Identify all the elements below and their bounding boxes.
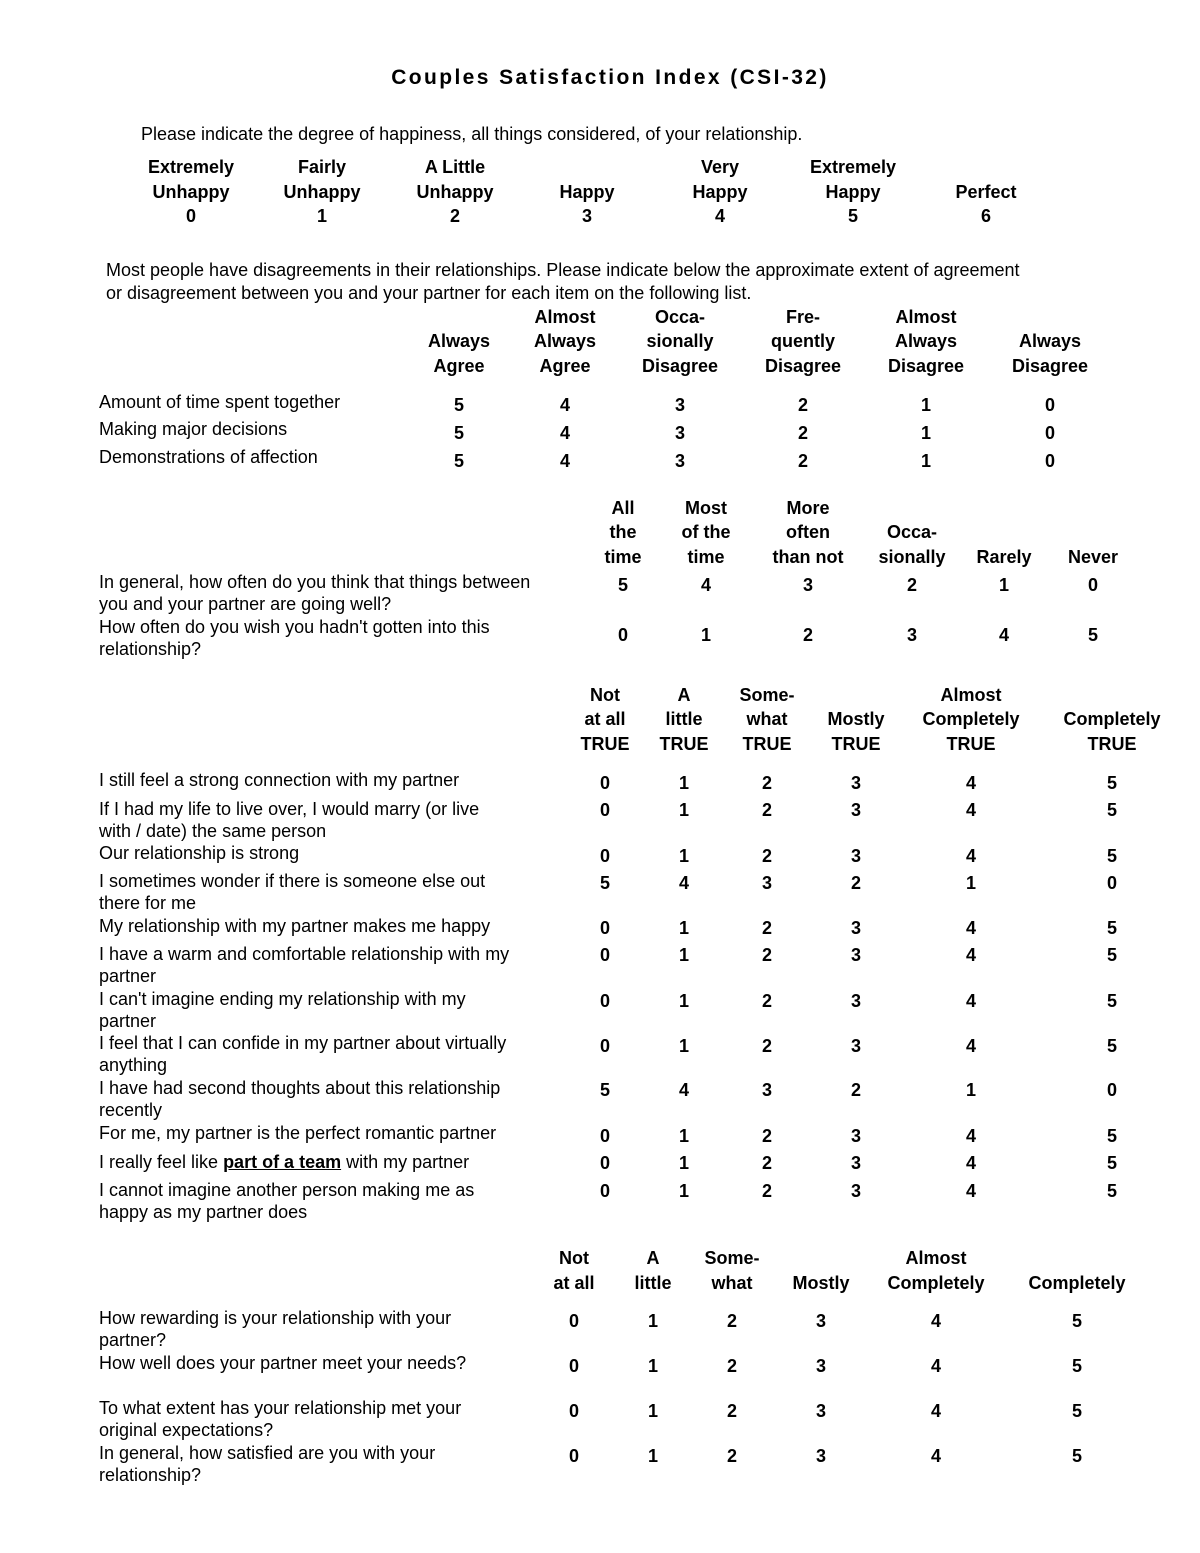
item-label-line: I feel that I can confide in my partner about virtually	[99, 1033, 507, 1053]
frequency-response-option[interactable]: 1	[998, 575, 1010, 595]
truth-response-option[interactable]: 1	[678, 1181, 690, 1201]
truth-item-label	[99, 1032, 506, 1076]
column-header-line: the	[609, 522, 637, 542]
column-header-line: Mostly	[792, 1272, 850, 1293]
truth-item-label	[99, 943, 509, 987]
item-label-line: Our relationship is strong	[99, 843, 300, 863]
truth-response-option[interactable]: 0	[599, 846, 611, 866]
truth-response-option[interactable]: 2	[761, 800, 773, 820]
extent-column-header	[553, 1246, 594, 1295]
item-label-line: you and your partner are going well?	[99, 594, 392, 614]
truth-response-option[interactable]: 1	[678, 1126, 690, 1146]
truth-response-option[interactable]: 2	[761, 1126, 773, 1146]
extent-response-option[interactable]: 4	[930, 1311, 942, 1331]
truth-response-option[interactable]: 3	[850, 991, 862, 1011]
truth-response-option[interactable]: 2	[761, 991, 773, 1011]
extent-column-header	[887, 1246, 984, 1295]
column-header-line: Agree	[433, 355, 485, 376]
item-label-line: relationship?	[99, 639, 202, 659]
item-label-line: How well does your partner meet your needs?	[99, 1353, 467, 1373]
truth-response-option[interactable]: 3	[850, 800, 862, 820]
item-label-line: with / date) the same person	[99, 821, 327, 841]
extent-item-label	[99, 1442, 435, 1486]
item-label-line: I have a warm and comfortable relationship with my	[99, 944, 510, 964]
happiness-option-label: Unhappy	[152, 181, 230, 202]
item-label-text: I really feel like	[99, 1152, 224, 1172]
truth-response-option[interactable]: 3	[761, 1080, 773, 1100]
truth-response-option[interactable]: 2	[761, 846, 773, 866]
column-header-line: A	[677, 684, 691, 705]
column-header-line: Mostly	[827, 709, 885, 729]
column-header-line: Occa-	[886, 522, 938, 542]
item-label-line: In general, how often do you think that things between	[99, 572, 531, 592]
column-header-line: A	[646, 1248, 660, 1268]
truth-response-option[interactable]: 5	[1106, 1036, 1118, 1056]
happiness-option-value: 1	[316, 206, 328, 226]
column-header-line: Almost	[940, 684, 1002, 705]
agreement-column-header	[642, 305, 718, 379]
extent-response-option[interactable]: 5	[1071, 1446, 1083, 1466]
truth-item-label	[99, 798, 479, 842]
agreement-item-label	[99, 418, 287, 440]
frequency-column-header	[604, 496, 641, 570]
agreement-item-label	[99, 391, 340, 413]
item-label-line: I have had second thoughts about this relationship	[99, 1078, 501, 1098]
happiness-option-value: 2	[449, 206, 461, 226]
truth-response-option[interactable]: 4	[965, 773, 977, 793]
truth-column-header	[1063, 707, 1160, 756]
extent-column-header	[792, 1271, 849, 1296]
item-label-line: How often do you wish you hadn't gotten into this	[99, 617, 490, 637]
column-header-line: Never	[1067, 546, 1119, 567]
truth-response-option[interactable]: 0	[599, 918, 611, 938]
column-header-line: Always	[427, 331, 491, 351]
frequency-response-option[interactable]: 3	[906, 625, 918, 645]
truth-response-option[interactable]: 3	[850, 1126, 862, 1146]
frequency-item-label	[99, 571, 530, 615]
happiness-option-value: 3	[581, 206, 593, 226]
column-header-line: Some-	[739, 684, 795, 705]
extent-response-option[interactable]: 4	[930, 1446, 942, 1466]
column-header-line: Completely	[1063, 709, 1161, 729]
frequency-column-header	[878, 520, 945, 569]
frequency-response-option[interactable]: 4	[998, 625, 1010, 645]
happiness-option-value: 4	[714, 206, 726, 226]
truth-response-option[interactable]: 0	[599, 1181, 611, 1201]
truth-item-label	[99, 842, 299, 864]
truth-response-option[interactable]: 2	[761, 918, 773, 938]
column-header-line: Almost	[534, 306, 596, 327]
agreement-response-option[interactable]: 1	[920, 423, 932, 443]
item-label-line: In general, how satisfied are you with your	[99, 1443, 436, 1463]
item-label-line: I cannot imagine another person making me as	[99, 1180, 475, 1200]
truth-response-option[interactable]: 1	[678, 800, 690, 820]
column-header-line: Always	[533, 331, 597, 351]
frequency-response-option[interactable]: 4	[700, 575, 712, 595]
agreement-response-option[interactable]: 5	[453, 451, 465, 471]
truth-response-option[interactable]: 3	[761, 873, 773, 893]
agreement-response-option[interactable]: 1	[920, 451, 932, 471]
truth-response-option[interactable]: 5	[1106, 945, 1118, 965]
truth-response-option[interactable]: 3	[850, 846, 862, 866]
truth-item-label	[99, 915, 490, 937]
happiness-option-value: 0	[185, 206, 196, 226]
truth-response-option[interactable]: 5	[1106, 1181, 1118, 1201]
item-label-line: My relationship with my partner makes me happy	[99, 916, 491, 936]
column-header-line: little	[634, 1272, 672, 1293]
truth-response-option[interactable]: 0	[599, 800, 611, 820]
happiness-option[interactable]	[559, 180, 614, 229]
truth-column-header	[739, 683, 794, 757]
item-label-line: How rewarding is your relationship with your	[99, 1308, 452, 1328]
extent-response-option[interactable]: 3	[815, 1356, 827, 1376]
column-header-line: Completely	[1028, 1272, 1126, 1293]
truth-response-option[interactable]: 5	[1106, 1126, 1118, 1146]
extent-response-option[interactable]: 4	[930, 1356, 942, 1376]
column-header-line: Disagree	[1011, 355, 1089, 376]
truth-response-option[interactable]: 0	[1106, 1080, 1118, 1100]
column-header-line: Some-	[704, 1248, 760, 1268]
extent-response-option[interactable]: 0	[568, 1446, 580, 1466]
column-header-line: More	[786, 497, 830, 518]
truth-column-header	[827, 707, 884, 756]
frequency-response-option[interactable]: 1	[700, 625, 712, 645]
item-label-line: happy as my partner does	[99, 1202, 308, 1222]
column-header-line: Fre-	[785, 306, 821, 327]
extent-response-option[interactable]: 4	[930, 1401, 942, 1421]
column-header-line: Disagree	[764, 355, 842, 376]
item-label-line: To what extent has your relationship met your	[99, 1398, 462, 1418]
truth-response-option[interactable]: 5	[599, 873, 611, 893]
happiness-prompt: Please indicate the degree of happiness, all things considered, of your relationship.	[141, 124, 803, 144]
column-header-line: Not	[559, 1248, 589, 1268]
item-label-line: original expectations?	[99, 1420, 274, 1440]
truth-response-option[interactable]: 4	[965, 1036, 977, 1056]
truth-response-option[interactable]: 1	[678, 1036, 690, 1056]
truth-response-option[interactable]: 4	[965, 918, 977, 938]
truth-response-option[interactable]: 4	[965, 1126, 977, 1146]
truth-response-option[interactable]: 1	[678, 846, 690, 866]
truth-response-option[interactable]: 5	[1106, 846, 1118, 866]
happiness-option-label: Fairly	[297, 157, 347, 177]
item-label-line: I still feel a strong connection with my partner	[99, 770, 460, 790]
column-header-line: what	[711, 1272, 753, 1293]
column-header-line: often	[785, 522, 830, 542]
agreement-response-option[interactable]: 2	[797, 395, 809, 415]
happiness-option[interactable]	[692, 155, 747, 229]
item-label-line: partner?	[99, 1330, 167, 1350]
agreement-response-option[interactable]: 2	[797, 451, 809, 471]
agreement-response-option[interactable]: 4	[559, 451, 571, 471]
column-header-line: little	[665, 709, 703, 729]
column-header-line: Disagree	[887, 355, 965, 376]
happiness-option-label: Unhappy	[283, 181, 361, 202]
happiness-option-label: Extremely	[147, 157, 235, 177]
truth-response-option[interactable]: 4	[678, 1080, 690, 1100]
extent-response-option[interactable]: 5	[1071, 1401, 1083, 1421]
column-header-line: Agree	[539, 355, 591, 376]
agreement-response-option[interactable]: 3	[674, 451, 686, 471]
agreement-response-option[interactable]: 2	[797, 423, 809, 443]
extent-response-option[interactable]: 2	[726, 1401, 738, 1421]
truth-response-option[interactable]: 0	[599, 1036, 611, 1056]
agreement-item-label	[99, 446, 318, 468]
column-header-line: at all	[553, 1272, 595, 1293]
agreement-response-option[interactable]: 4	[559, 423, 571, 443]
truth-response-option[interactable]: 3	[850, 1036, 862, 1056]
column-header-line: than not	[772, 546, 844, 567]
truth-response-option[interactable]: 2	[761, 773, 773, 793]
truth-response-option[interactable]: 3	[850, 918, 862, 938]
extent-response-option[interactable]: 5	[1071, 1356, 1083, 1376]
extent-response-option[interactable]: 1	[647, 1356, 659, 1376]
column-header-line: of the	[681, 522, 731, 542]
truth-response-option[interactable]: 4	[965, 1181, 977, 1201]
agreement-response-option[interactable]: 0	[1044, 451, 1056, 471]
frequency-response-option[interactable]: 5	[617, 575, 629, 595]
frequency-response-option[interactable]: 2	[906, 575, 918, 595]
happiness-option-label: Perfect	[955, 181, 1017, 202]
item-label-text: with my partner	[341, 1152, 470, 1172]
column-header-line: Rarely	[976, 546, 1032, 567]
column-header-line: quently	[770, 331, 836, 351]
column-header-line: sionally	[646, 331, 714, 351]
column-header-line: TRUE	[831, 733, 881, 754]
truth-response-option[interactable]: 1	[965, 873, 977, 893]
agreement-column-header	[765, 305, 841, 379]
agreement-column-header	[534, 305, 596, 379]
extent-item-label	[99, 1397, 461, 1441]
truth-response-option[interactable]: 5	[1106, 773, 1118, 793]
column-header-line: sionally	[878, 546, 946, 567]
column-header-line: TRUE	[580, 733, 630, 754]
happiness-option-label: Happy	[825, 181, 881, 202]
truth-response-option[interactable]: 1	[965, 1080, 977, 1100]
column-header-line: TRUE	[659, 733, 709, 754]
extent-response-option[interactable]: 0	[568, 1311, 580, 1331]
truth-response-option[interactable]: 4	[965, 800, 977, 820]
column-header-line: time	[687, 546, 725, 567]
extent-response-option[interactable]: 2	[726, 1446, 738, 1466]
extent-response-option[interactable]: 0	[568, 1356, 580, 1376]
agreement-prompt-line1: Most people have disagreements in their relationships. Please indicate below the approximate extent of agreement	[106, 260, 1020, 280]
happiness-option[interactable]	[416, 155, 493, 229]
truth-response-option[interactable]: 5	[1106, 1153, 1118, 1173]
truth-response-option[interactable]: 3	[850, 1181, 862, 1201]
column-header-line: Almost	[905, 1248, 967, 1268]
column-header-line: Almost	[895, 306, 957, 327]
item-label-line: partner	[99, 1011, 157, 1031]
column-header-line: TRUE	[1087, 733, 1137, 754]
truth-response-option[interactable]: 5	[1106, 918, 1118, 938]
truth-response-option[interactable]: 2	[850, 873, 862, 893]
column-header-line: Completely	[922, 709, 1020, 729]
agreement-response-option[interactable]: 5	[453, 395, 465, 415]
frequency-response-option[interactable]: 0	[1087, 575, 1099, 595]
agreement-response-option[interactable]: 0	[1044, 395, 1056, 415]
item-label-emphasis: part of a team	[223, 1152, 342, 1172]
truth-response-option[interactable]: 3	[850, 1153, 862, 1173]
agreement-response-option[interactable]: 1	[920, 395, 932, 415]
truth-item-label	[99, 870, 485, 914]
happiness-option-label: Happy	[559, 181, 615, 202]
agreement-response-option[interactable]: 0	[1044, 423, 1056, 443]
extent-response-option[interactable]: 0	[568, 1401, 580, 1421]
frequency-column-header	[773, 496, 844, 570]
column-header-line: at all	[584, 709, 626, 729]
item-label-line	[99, 1151, 469, 1173]
truth-item-label	[99, 1179, 474, 1223]
happiness-option[interactable]	[148, 155, 234, 229]
truth-response-option[interactable]: 0	[599, 945, 611, 965]
truth-response-option[interactable]: 4	[965, 991, 977, 1011]
truth-column-header	[922, 683, 1019, 757]
extent-response-option[interactable]: 1	[647, 1446, 659, 1466]
column-header-line: Completely	[887, 1272, 985, 1293]
happiness-option-value: 6	[980, 206, 991, 226]
frequency-response-option[interactable]: 5	[1087, 625, 1099, 645]
truth-item-label	[99, 1151, 469, 1173]
item-label-line: I can't imagine ending my relationship with my	[99, 989, 466, 1009]
page-title: Couples Satisfaction Index (CSI-32)	[391, 66, 829, 89]
truth-column-header	[660, 683, 709, 757]
column-header-line: time	[604, 546, 642, 567]
column-header-line: what	[746, 709, 788, 729]
truth-response-option[interactable]: 1	[678, 991, 690, 1011]
item-label-line: If I had my life to live over, I would marry (or live	[99, 799, 480, 819]
item-label-line: recently	[99, 1100, 163, 1120]
truth-item-label	[99, 1077, 500, 1121]
column-header-line: Not	[590, 684, 620, 705]
truth-column-header	[581, 683, 630, 757]
column-header-line: Always	[1018, 331, 1082, 351]
extent-response-option[interactable]: 3	[815, 1401, 827, 1421]
truth-response-option[interactable]: 4	[965, 1153, 977, 1173]
extent-column-header	[634, 1246, 671, 1295]
truth-item-label	[99, 1122, 496, 1144]
extent-response-option[interactable]: 3	[815, 1446, 827, 1466]
extent-response-option[interactable]: 2	[726, 1311, 738, 1331]
extent-column-header	[704, 1246, 759, 1295]
column-header-line: TRUE	[946, 733, 996, 754]
frequency-column-header	[1068, 545, 1118, 570]
truth-response-option[interactable]: 2	[761, 1181, 773, 1201]
extent-response-option[interactable]: 5	[1071, 1311, 1083, 1331]
agreement-response-option[interactable]: 3	[674, 395, 686, 415]
extent-response-option[interactable]: 1	[647, 1401, 659, 1421]
item-label-line: Making major decisions	[99, 419, 288, 439]
agreement-response-option[interactable]: 5	[453, 423, 465, 443]
column-header-line: Occa-	[654, 306, 706, 327]
extent-response-option[interactable]: 2	[726, 1356, 738, 1376]
happiness-option[interactable]	[810, 155, 896, 229]
truth-response-option[interactable]: 1	[678, 1153, 690, 1173]
column-header-line: All	[611, 497, 635, 518]
truth-response-option[interactable]: 0	[599, 1153, 611, 1173]
truth-response-option[interactable]: 4	[678, 873, 690, 893]
item-label-line: partner	[99, 966, 157, 986]
truth-response-option[interactable]: 4	[965, 846, 977, 866]
truth-response-option[interactable]: 1	[678, 918, 690, 938]
agreement-response-option[interactable]: 4	[559, 395, 571, 415]
truth-response-option[interactable]: 0	[599, 1126, 611, 1146]
happiness-option-label: A Little	[424, 157, 486, 177]
truth-response-option[interactable]: 2	[761, 1153, 773, 1173]
extent-item-label	[99, 1307, 451, 1351]
happiness-option-label: Extremely	[809, 157, 897, 177]
frequency-column-header	[976, 545, 1031, 570]
extent-column-header	[1028, 1271, 1125, 1296]
truth-response-option[interactable]: 5	[599, 1080, 611, 1100]
truth-response-option[interactable]: 1	[678, 945, 690, 965]
item-label-line: anything	[99, 1055, 168, 1075]
column-header-line: Disagree	[641, 355, 719, 376]
agreement-prompt-line2: or disagreement between you and your partner for each item on the following list.	[106, 283, 752, 303]
truth-response-option[interactable]: 0	[599, 773, 611, 793]
truth-item-label	[99, 988, 466, 1032]
agreement-column-header	[428, 329, 490, 378]
frequency-column-header	[682, 496, 731, 570]
column-header-line: TRUE	[742, 733, 792, 754]
extent-response-option[interactable]: 1	[647, 1311, 659, 1331]
column-header-line: Always	[894, 331, 958, 351]
truth-response-option[interactable]: 0	[1106, 873, 1118, 893]
truth-response-option[interactable]: 2	[761, 1036, 773, 1056]
truth-response-option[interactable]: 2	[850, 1080, 862, 1100]
frequency-response-option[interactable]: 3	[802, 575, 814, 595]
truth-response-option[interactable]: 2	[761, 945, 773, 965]
column-header-line: Most	[685, 497, 727, 518]
item-label-line: relationship?	[99, 1465, 202, 1485]
truth-response-option[interactable]: 3	[850, 773, 862, 793]
happiness-option[interactable]	[955, 180, 1016, 229]
happiness-option-label: Unhappy	[416, 181, 494, 202]
item-label-line: there for me	[99, 893, 197, 913]
truth-response-option[interactable]: 5	[1106, 800, 1118, 820]
truth-response-option[interactable]: 1	[678, 773, 690, 793]
item-label-line: Amount of time spent together	[99, 392, 341, 412]
extent-response-option[interactable]: 3	[815, 1311, 827, 1331]
extent-item-label	[99, 1352, 466, 1374]
agreement-response-option[interactable]: 3	[674, 423, 686, 443]
agreement-column-header	[1012, 329, 1088, 378]
item-label-line: Demonstrations of affection	[99, 447, 318, 467]
happiness-option-value: 5	[847, 206, 858, 226]
truth-response-option[interactable]: 5	[1106, 991, 1118, 1011]
truth-response-option[interactable]: 0	[599, 991, 611, 1011]
frequency-item-label	[99, 616, 490, 660]
item-label-line: I sometimes wonder if there is someone else out	[99, 871, 486, 891]
frequency-response-option[interactable]: 2	[802, 625, 814, 645]
truth-response-option[interactable]: 4	[965, 945, 977, 965]
agreement-column-header	[888, 305, 964, 379]
frequency-response-option[interactable]: 0	[617, 625, 629, 645]
happiness-option[interactable]	[283, 155, 360, 229]
happiness-option-label: Happy	[692, 181, 748, 202]
truth-item-label	[99, 769, 459, 791]
truth-response-option[interactable]: 3	[850, 945, 862, 965]
item-label-line: For me, my partner is the perfect romantic partner	[99, 1123, 497, 1143]
happiness-option-label: Very	[700, 157, 740, 177]
